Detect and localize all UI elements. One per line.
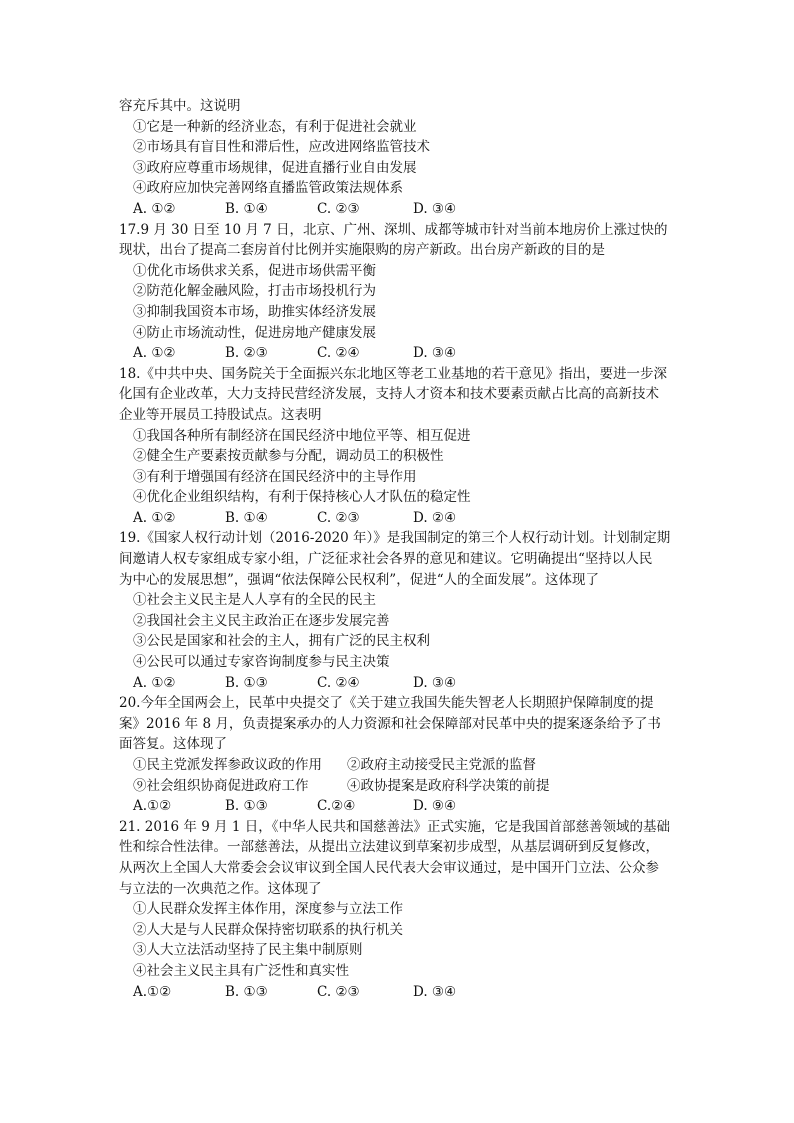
option-item: ④优化企业组织结构，有利于保持核心人才队伍的稳定性 [133, 489, 471, 506]
answer-choices [119, 673, 679, 694]
option-item: ③政府应尊重市场规律，促进直播行业自由发展 [133, 159, 417, 176]
choice-b: B. ②③ [225, 345, 268, 362]
question-stem: 与立法的一次典范之作。这体现了 [119, 880, 322, 897]
question-stem: 间邀请人权专家组成专家小组，广泛征求社会各界的意见和建议。它明确提出“坚持以人民 [119, 551, 653, 568]
option-item: ③抑制我国资本市场，助推实体经济发展 [133, 303, 376, 320]
option-item: ①优化市场供求关系，促进市场供需平衡 [133, 262, 376, 279]
answer-choices [119, 796, 679, 817]
option-item: ①社会主义民主是人人享有的全民的民主 [133, 592, 376, 609]
question-stem: 17.9 月 30 日至 10 月 7 日，北京、广州、深圳、成都等城市针对当前本地房价上涨过快的 [119, 221, 668, 238]
option-item: ②防范化解金融风险，打击市场投机行为 [133, 283, 376, 300]
choice-c: C.②④ [317, 798, 356, 815]
answer-choices [119, 508, 679, 529]
option-item: ①它是一种新的经济业态，有利于促进社会就业 [133, 118, 417, 135]
question-19 [119, 528, 679, 693]
question-21 [119, 817, 679, 1002]
choice-c: C. ②③ [317, 200, 360, 217]
choice-d: D. ③④ [413, 345, 457, 362]
question-stem: 性和综合性法律。一部慈善法，从提出立法建议到草案初步成型，从基层调研到反复修改， [119, 839, 659, 856]
question-stem: 为中心的发展思想”，强调“依法保障公民权利”，促进“人的全面发展”。这体现了 [119, 571, 600, 588]
option-item: ①人民群众发挥主体作用，深度参与立法工作 [133, 901, 403, 918]
page-content [119, 96, 679, 1002]
choice-d: D. ③④ [413, 674, 457, 691]
answer-choices [119, 982, 679, 1003]
option-item: ④政协提案是政府科学决策的前提 [347, 777, 550, 794]
choice-a: A. ①② [133, 674, 176, 691]
option-item: ②人大是与人民群众保持密切联系的执行机关 [133, 921, 403, 938]
answer-choices [119, 343, 679, 364]
question-stem: 面答复。这体现了 [119, 736, 227, 753]
choice-a: A. ①② [133, 509, 176, 526]
question-stem: 18.《中共中央、国务院关于全面振兴东北地区等老工业基地的若干意见》指出，要进一步深 [119, 365, 667, 382]
question-stem: 容充斥其中。这说明 [119, 98, 241, 114]
option-item: ②我国社会主义民主政治正在逐步发展完善 [133, 612, 390, 629]
option-row [119, 755, 679, 776]
option-item: ③人大立法活动坚持了民主集中制原则 [133, 942, 363, 959]
question-stem: 企业等开展员工持股试点。这表明 [119, 406, 322, 423]
option-row [119, 776, 679, 797]
question-stem: 案》2016 年 8 月，负责提案承办的人力资源和社会保障部对民革中央的提案逐条给予了书 [119, 715, 661, 732]
question-stem: 现状，出台了提高二套房首付比例并实施限购的房产新政。出台房产新政的目的是 [119, 242, 605, 259]
choice-d: D. ⑨④ [413, 798, 457, 815]
choice-c: C. ②④ [317, 345, 360, 362]
question-stem: 从两次上全国人大常委会会议审议到全国人民代表大会审议通过，是中国开门立法、公众参 [119, 859, 659, 876]
option-item: ①民主党派发挥参政议政的作用 [133, 757, 322, 773]
question-17 [119, 220, 679, 364]
choice-c: C. ②③ [317, 509, 360, 526]
choice-d: D. ③④ [413, 200, 457, 217]
option-item: ②市场具有盲目性和滞后性，应改进网络监管技术 [133, 139, 430, 156]
choice-b: B. ①④ [225, 200, 268, 217]
question-16 [119, 96, 679, 220]
question-stem: 21. 2016 年 9 月 1 日，《中华人民共和国慈善法》正式实施，它是我国首部慈善领域的基础 [119, 818, 671, 835]
option-item: ③公民是国家和社会的主人，拥有广泛的民主权利 [133, 633, 430, 650]
question-stem: 化国有企业改革，大力支持民营经济发展，支持人才资本和技术要素贡献占比高的高新技术 [119, 386, 659, 403]
choice-d: D. ③④ [413, 983, 457, 1000]
question-stem: 20.今年全国两会上，民革中央提交了《关于建立我国失能失智老人长期照护保障制度的提 [119, 695, 654, 712]
choice-c: C. ②③ [317, 983, 360, 1000]
choice-b: B. ①③ [225, 798, 268, 815]
choice-b: B. ①④ [225, 509, 268, 526]
choice-c: C. ②④ [317, 674, 360, 691]
choice-b: B. ①③ [225, 674, 268, 691]
option-item: ④政府应加快完善网络直播监管政策法规体系 [133, 180, 403, 197]
choice-a: A.①② [133, 798, 172, 815]
option-item: ①我国各种所有制经济在国民经济中地位平等、相互促进 [133, 427, 471, 444]
choice-d: D. ②④ [413, 509, 457, 526]
option-item: ④防止市场流动性，促进房地产健康发展 [133, 324, 376, 341]
option-item: ⑨社会组织协商促进政府工作 [133, 777, 309, 794]
option-item: ④社会主义民主具有广泛性和真实性 [133, 962, 349, 979]
choice-b: B. ①③ [225, 983, 268, 1000]
question-stem: 19.《国家人权行动计划（2016-2020 年）》是我国制定的第三个人权行动计划。计划制定期 [119, 530, 671, 547]
question-20 [119, 693, 679, 817]
choice-a: A. ①② [133, 200, 176, 217]
question-18 [119, 364, 679, 529]
option-item: ④公民可以通过专家咨询制度参与民主决策 [133, 654, 390, 671]
option-item: ②政府主动接受民主党派的监督 [347, 757, 536, 773]
answer-choices [119, 199, 679, 220]
choice-a: A.①② [133, 983, 172, 1000]
option-item: ③有利于增强国有经济在国民经济中的主导作用 [133, 468, 417, 485]
choice-a: A. ①② [133, 345, 176, 362]
option-item: ②健全生产要素按贡献参与分配，调动员工的积极性 [133, 448, 444, 465]
